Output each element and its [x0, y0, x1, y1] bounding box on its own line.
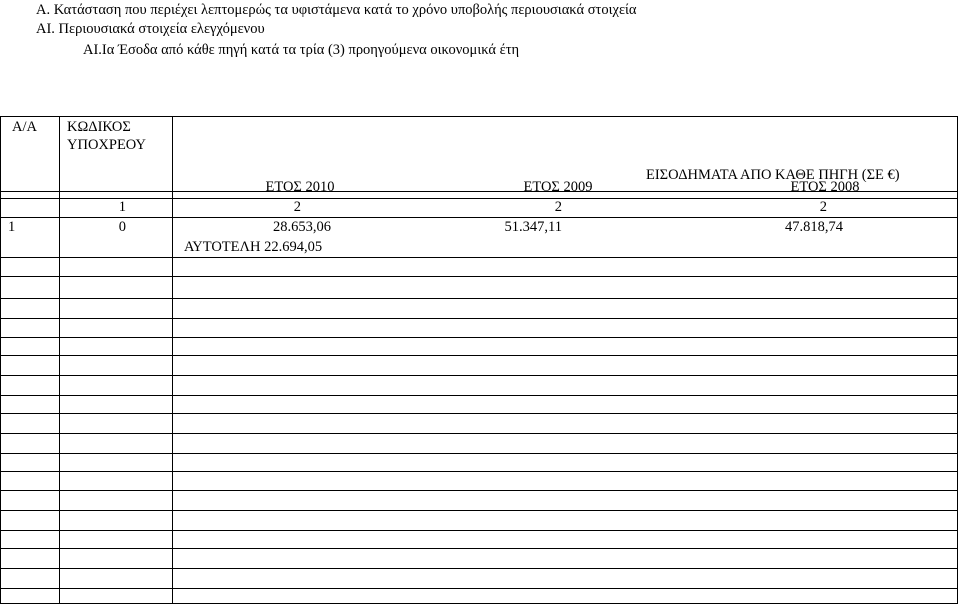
subsection-heading: ΑΙ. Περιουσιακά στοιχεία ελεγχόμενου — [36, 21, 265, 37]
row-divider — [0, 257, 958, 258]
row-divider — [0, 453, 958, 454]
row-divider — [0, 510, 958, 511]
row-divider — [0, 490, 958, 491]
year-2010-header: ΕΤΟΣ 2010 — [265, 179, 335, 195]
year-2008-header: ΕΤΟΣ 2008 — [790, 179, 860, 195]
row-divider — [0, 298, 958, 299]
row-divider — [0, 375, 958, 376]
col-code-header-line1: ΚΩΔΙΚΟΣ — [67, 119, 131, 135]
row-divider — [0, 548, 958, 549]
col-aa-header: Α/Α — [12, 119, 37, 135]
row-aa: 1 — [8, 219, 16, 235]
row-divider — [0, 276, 958, 277]
row-divider — [0, 355, 958, 356]
count-2008: 2 — [819, 199, 827, 215]
col-code-header-line2: ΥΠΟΧΡΕΟΥ — [67, 137, 147, 153]
count-2010: 2 — [293, 199, 301, 215]
row-divider — [0, 318, 958, 319]
income-table — [0, 116, 958, 604]
income-note: ΑΥΤΟΤΕΛΗ 22.694,05 — [184, 239, 323, 255]
row-divider — [0, 530, 958, 531]
row-divider — [0, 337, 958, 338]
row-divider — [0, 413, 958, 414]
item-heading: ΑΙ.Ια Έσοδα από κάθε πηγή κατά τα τρία (3) προηγούμενα οικονομικά έτη — [83, 42, 520, 58]
count-2009: 2 — [554, 199, 562, 215]
table-border-top — [0, 116, 958, 117]
income-2008: 47.818,74 — [785, 219, 843, 235]
row-divider — [0, 568, 958, 569]
row-divider — [0, 433, 958, 434]
row-divider — [0, 395, 958, 396]
income-2009: 51.347,11 — [504, 219, 562, 235]
year-2009-header: ΕΤΟΣ 2009 — [523, 179, 593, 195]
row-code: 0 — [118, 219, 126, 235]
income-2010: 28.653,06 — [273, 219, 331, 235]
row-divider — [0, 588, 958, 589]
row-divider — [0, 471, 958, 472]
col-income-header: ΕΙΣΟΔΗΜΑΤΑ ΑΠΟ ΚΑΘΕ ΠΗΓΗ (ΣΕ €) — [646, 167, 900, 183]
row-divider — [0, 217, 958, 218]
count-code: 1 — [118, 199, 126, 215]
section-heading: Α. Κατάσταση που περιέχει λεπτομερώς τα υφιστάμενα κατά το χρόνο υποβολής περιουσιακά στοιχεία — [36, 2, 637, 18]
